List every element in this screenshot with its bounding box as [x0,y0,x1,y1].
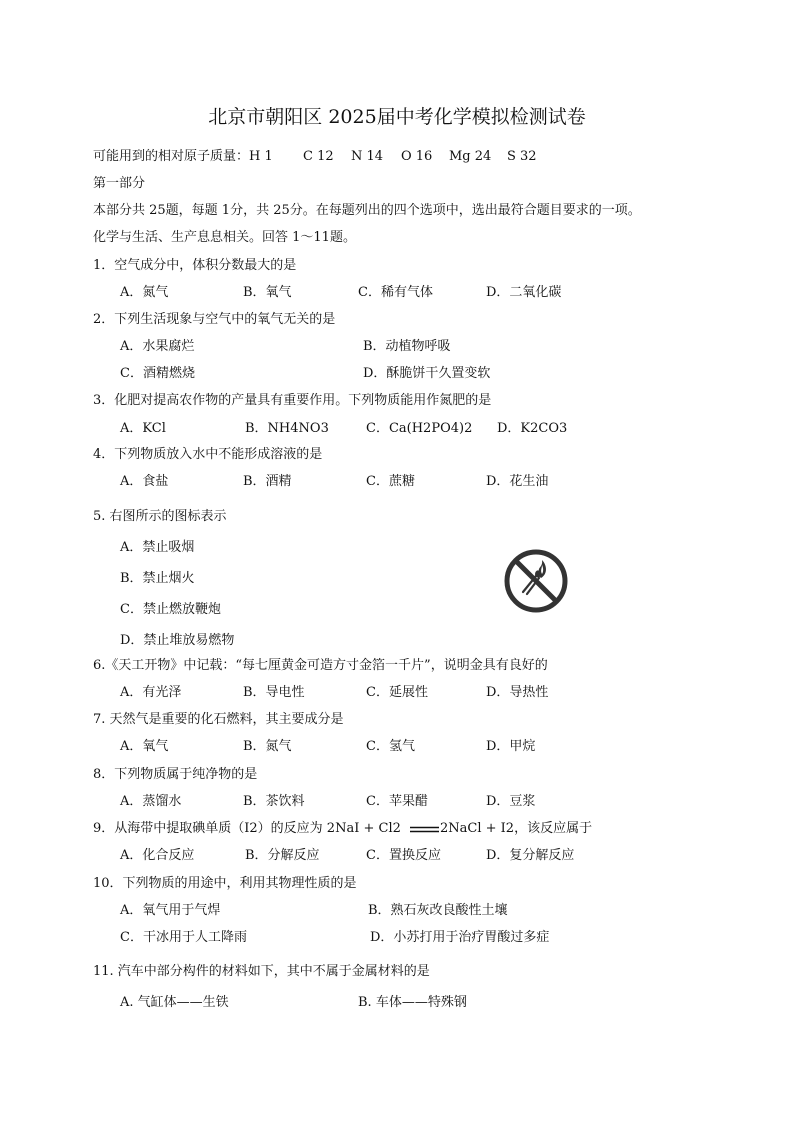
question-stem: 7. 天然气是重要的化石燃料，其主要成分是 [93,712,344,727]
option-d: D．导热性 [486,685,549,700]
question-stem: 10．下列物质的用途中，利用其物理性质的是 [93,876,357,891]
option-c: C．置换反应 [366,848,441,863]
option-a: A．氧气 [120,739,169,754]
option-b: B．熟石灰改良酸性土壤 [368,903,508,918]
no-matches-fire-icon [503,548,569,614]
option-c: C．蔗糖 [366,474,415,489]
option-a: A．KCl [120,421,166,436]
option-c: C．苹果醋 [366,794,428,809]
section-note: 本部分共 25题，每题 1分，共 25分。在每题列出的四个选项中，选出最符合题目要求的一项。 [93,203,641,218]
option-c: C．Ca(H2PO4)2 [366,421,473,436]
atomic-mass-o: O 16 [401,149,433,164]
option-d: D．花生油 [486,474,549,489]
question-stem: 11. 汽车中部分构件的材料如下，其中不属于金属材料的是 [93,964,430,979]
option-d: D．禁止堆放易燃物 [120,633,235,648]
option-a: A．食盐 [120,474,169,489]
option-d: D．复分解反应 [486,848,575,863]
question-stem-part-1: 9．从海带中提取碘单质（I2）的反应为 2NaI + Cl2 [93,821,401,836]
atomic-mass-s: S 32 [507,149,537,164]
option-b: B．氧气 [243,285,292,300]
option-c: C．稀有气体 [358,285,433,300]
option-c: C．酒精燃烧 [120,366,195,381]
option-c: C．延展性 [366,685,428,700]
option-d: D．二氧化碳 [486,285,562,300]
option-b: B. 车体——特殊钢 [358,995,467,1010]
option-a: A．蒸馏水 [120,794,182,809]
exam-title: 北京市朝阳区 2025届中考化学模拟检测试卷 [208,106,586,128]
option-d: D．甲烷 [486,739,536,754]
option-a: A．有光泽 [120,685,182,700]
option-c: C．禁止燃放鞭炮 [120,602,221,617]
option-b: B．氮气 [243,739,292,754]
option-a: A．氮气 [120,285,169,300]
option-b: B．茶饮料 [243,794,305,809]
question-stem: 6.《天工开物》中记载：“每七厘黄金可造方寸金箔一千片”，说明金具有良好的 [93,658,548,673]
option-b: B．分解反应 [245,848,320,863]
question-stem: 5. 右图所示的图标表示 [93,509,227,524]
option-a: A．水果腐烂 [120,339,195,354]
section-title: 第一部分 [93,176,146,191]
option-b: B．导电性 [243,685,305,700]
group-note: 化学与生活、生产息息相关。回答 1～11题。 [93,230,356,245]
atomic-mass-mg: Mg 24 [449,149,492,164]
option-a: A．禁止吸烟 [120,540,195,555]
atomic-mass-c: C 12 [303,149,334,164]
option-d: D．K2CO3 [497,421,568,436]
reaction-equals-sign [410,826,439,834]
option-b: B．动植物呼吸 [363,339,451,354]
option-a: A．氧气用于气焊 [120,903,221,918]
option-a: A. 气缸体——生铁 [120,995,229,1010]
option-d: D．酥脆饼干久置变软 [363,366,491,381]
question-stem: 3．化肥对提高农作物的产量具有重要作用。下列物质能用作氮肥的是 [93,393,492,408]
option-b: B．酒精 [243,474,292,489]
option-a: A．化合反应 [120,848,195,863]
option-d: D．豆浆 [486,794,536,809]
atomic-mass-n: N 14 [351,149,384,164]
option-b: B．禁止烟火 [120,571,195,586]
option-d: D．小苏打用于治疗胃酸过多症 [370,930,550,945]
question-stem-part-2: 2NaCl + I2，该反应属于 [440,821,593,836]
question-stem: 4．下列物质放入水中不能形成溶液的是 [93,447,323,462]
option-b: B．NH4NO3 [245,421,329,436]
question-stem: 1．空气成分中，体积分数最大的是 [93,258,297,273]
option-c: C．干冰用于人工降雨 [120,930,247,945]
option-c: C．氢气 [366,739,415,754]
atomic-mass-h: 可能用到的相对原子质量：H 1 [93,149,273,164]
question-stem: 2．下列生活现象与空气中的氧气无关的是 [93,312,336,327]
question-stem: 8．下列物质属于纯净物的是 [93,767,258,782]
